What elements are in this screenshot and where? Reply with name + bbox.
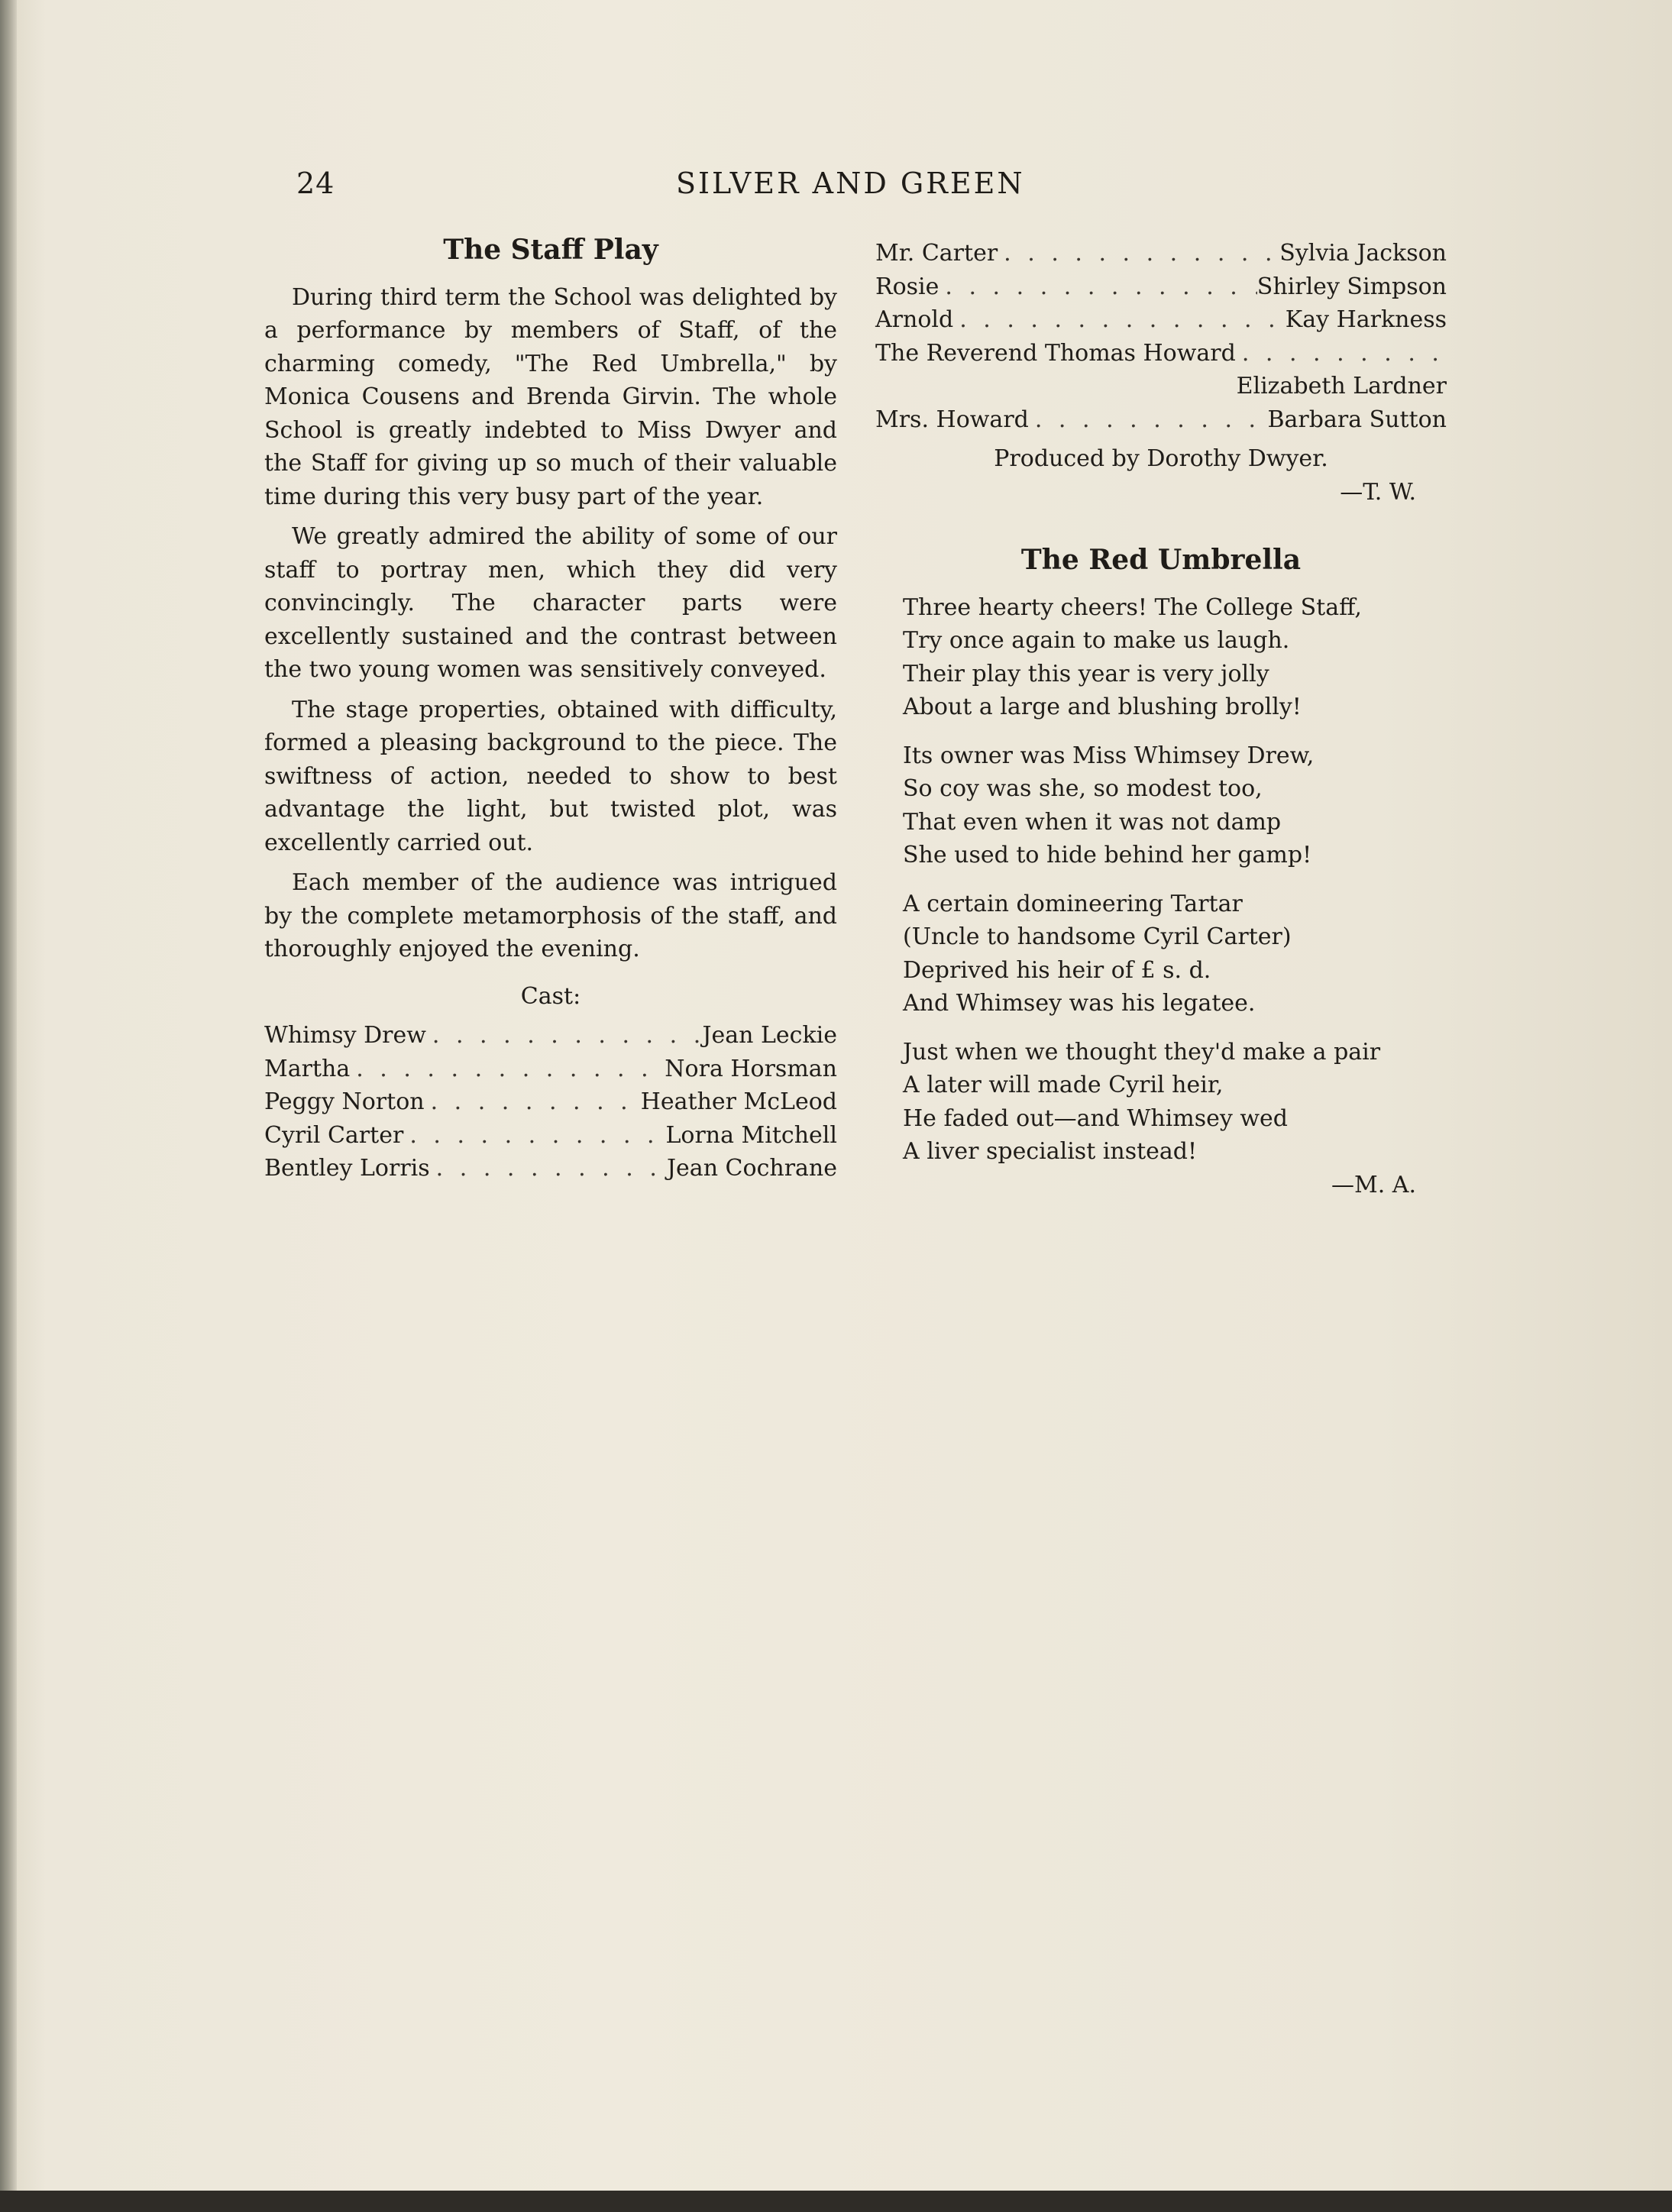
cast-row xyxy=(264,1019,837,1053)
article-paragraph: Each member of the audience was intrigued by the complete metamorphosis of the staff, and thoroughly enjoyed the evening. xyxy=(264,869,837,962)
poem-line: (Uncle to handsome Cyril Carter) xyxy=(903,923,1292,950)
poem-line: That even when it was not damp xyxy=(903,808,1282,836)
left-column xyxy=(264,234,837,1185)
staff-play-heading: The Staff Play xyxy=(443,234,658,266)
poem-stanza xyxy=(903,739,1447,872)
cast-role: Martha xyxy=(264,1055,351,1082)
cast-actor: Sylvia Jackson xyxy=(1279,240,1447,267)
right-column xyxy=(875,237,1447,1201)
cast-actor: Lorna Mitchell xyxy=(665,1121,837,1149)
article-paragraph: The stage properties, obtained with difficulty, formed a pleasing background to the piece. The swiftness of action, needed to show to best advantage the light, but twisted plot, was excellently carried out. xyxy=(264,696,837,856)
dot-leader xyxy=(426,1019,703,1053)
cast-role: Mrs. Howard xyxy=(875,406,1029,433)
dot-leader xyxy=(939,270,1256,304)
cast-row xyxy=(875,403,1447,437)
poem-line: Three hearty cheers! The College Staff, xyxy=(903,593,1362,621)
dot-leader xyxy=(1236,337,1447,370)
cast-row xyxy=(264,1152,837,1185)
cast-role: Mr. Carter xyxy=(875,240,998,267)
dot-leader xyxy=(953,303,1286,337)
poem-line: She used to hide behind her gamp! xyxy=(903,842,1312,868)
poem-line: Deprived his heir of £ s. d. xyxy=(903,956,1211,984)
poem-line: So coy was she, so modest too, xyxy=(903,775,1263,802)
binding-edge xyxy=(0,0,17,2212)
poem-line: About a large and blushing brolly! xyxy=(903,694,1302,720)
cast-row xyxy=(875,303,1447,337)
article-paragraph: During third term the School was delighted by a performance by members of Staff, of the charming comedy, "The Red Umbrella," by Monica Cousens and Brenda Girvin. The whole School is greatly indebted to Miss Dwyer and the Staff for giving up so much of their valuable time during this very busy part of the year. xyxy=(264,283,837,510)
poem-stanza xyxy=(903,888,1447,1020)
signature: —M. A. xyxy=(1331,1171,1416,1198)
cast-role: Peggy Norton xyxy=(264,1088,425,1115)
poem-line: A later will made Cyril heir, xyxy=(903,1072,1224,1098)
poem-line: He faded out—and Whimsey wed xyxy=(903,1104,1288,1132)
poem-stanza xyxy=(903,591,1447,724)
cast-actor: Kay Harkness xyxy=(1285,306,1447,333)
poem-heading: The Red Umbrella xyxy=(1020,544,1302,576)
poem-line: And Whimsey was his legatee. xyxy=(903,990,1256,1017)
cast-row xyxy=(264,1085,837,1119)
cast-role: Rosie xyxy=(875,273,939,300)
cast-row xyxy=(264,1053,837,1086)
cast-row xyxy=(264,1119,837,1153)
cast-role: The Reverend Thomas Howard xyxy=(875,339,1236,367)
poem-stanza xyxy=(903,1036,1447,1169)
poem-line: A liver specialist instead! xyxy=(903,1138,1198,1165)
dot-leader xyxy=(1029,403,1268,437)
dot-leader xyxy=(998,237,1279,270)
dot-leader xyxy=(425,1085,641,1119)
cast-row xyxy=(875,270,1447,304)
page-number: 24 xyxy=(296,167,335,200)
cast-role: Arnold xyxy=(875,306,954,333)
cast-actor: Elizabeth Lardner xyxy=(1236,373,1447,399)
cast-role: Bentley Lorris xyxy=(264,1155,430,1182)
cast-row xyxy=(875,337,1447,370)
poem-line: Their play this year is very jolly xyxy=(903,660,1269,687)
poem-line: Just when we thought they'd make a pair xyxy=(903,1038,1381,1066)
poem-line: A certain domineering Tartar xyxy=(903,890,1243,917)
signature: —T. W. xyxy=(1340,478,1416,506)
dot-leader xyxy=(403,1119,665,1153)
cast-role: Cyril Carter xyxy=(264,1121,404,1149)
dot-leader xyxy=(350,1053,665,1086)
cast-actor: Barbara Sutton xyxy=(1267,406,1447,433)
cast-actor: Shirley Simpson xyxy=(1256,273,1447,300)
cast-actor: Jean Leckie xyxy=(702,1022,837,1049)
cast-role: Whimsy Drew xyxy=(264,1022,426,1049)
staff-play-article xyxy=(264,281,837,966)
poem-line: Its owner was Miss Whimsey Drew, xyxy=(903,742,1315,769)
producer-credit: Produced by Dorothy Dwyer. xyxy=(994,445,1328,472)
bottom-shadow xyxy=(0,2191,1672,2212)
cast-actor: Heather McLeod xyxy=(640,1088,837,1115)
poem-line: Try once again to make us laugh. xyxy=(903,627,1290,654)
dot-leader xyxy=(430,1152,667,1185)
cast-label: Cast: xyxy=(520,982,581,1010)
cast-list xyxy=(264,1019,837,1185)
running-title: SILVER AND GREEN xyxy=(676,167,1025,200)
cast-row xyxy=(875,237,1447,270)
cast-list-continued xyxy=(875,237,1447,436)
cast-actor: Nora Horsman xyxy=(665,1055,837,1082)
article-paragraph: We greatly admired the ability of some of our staff to portray men, which they did very convincingly. The character parts were excellently sustained and the contrast between the two young women was sensitively conveyed. xyxy=(264,523,837,683)
cast-actor: Jean Cochrane xyxy=(667,1155,837,1182)
poem xyxy=(875,591,1447,1169)
